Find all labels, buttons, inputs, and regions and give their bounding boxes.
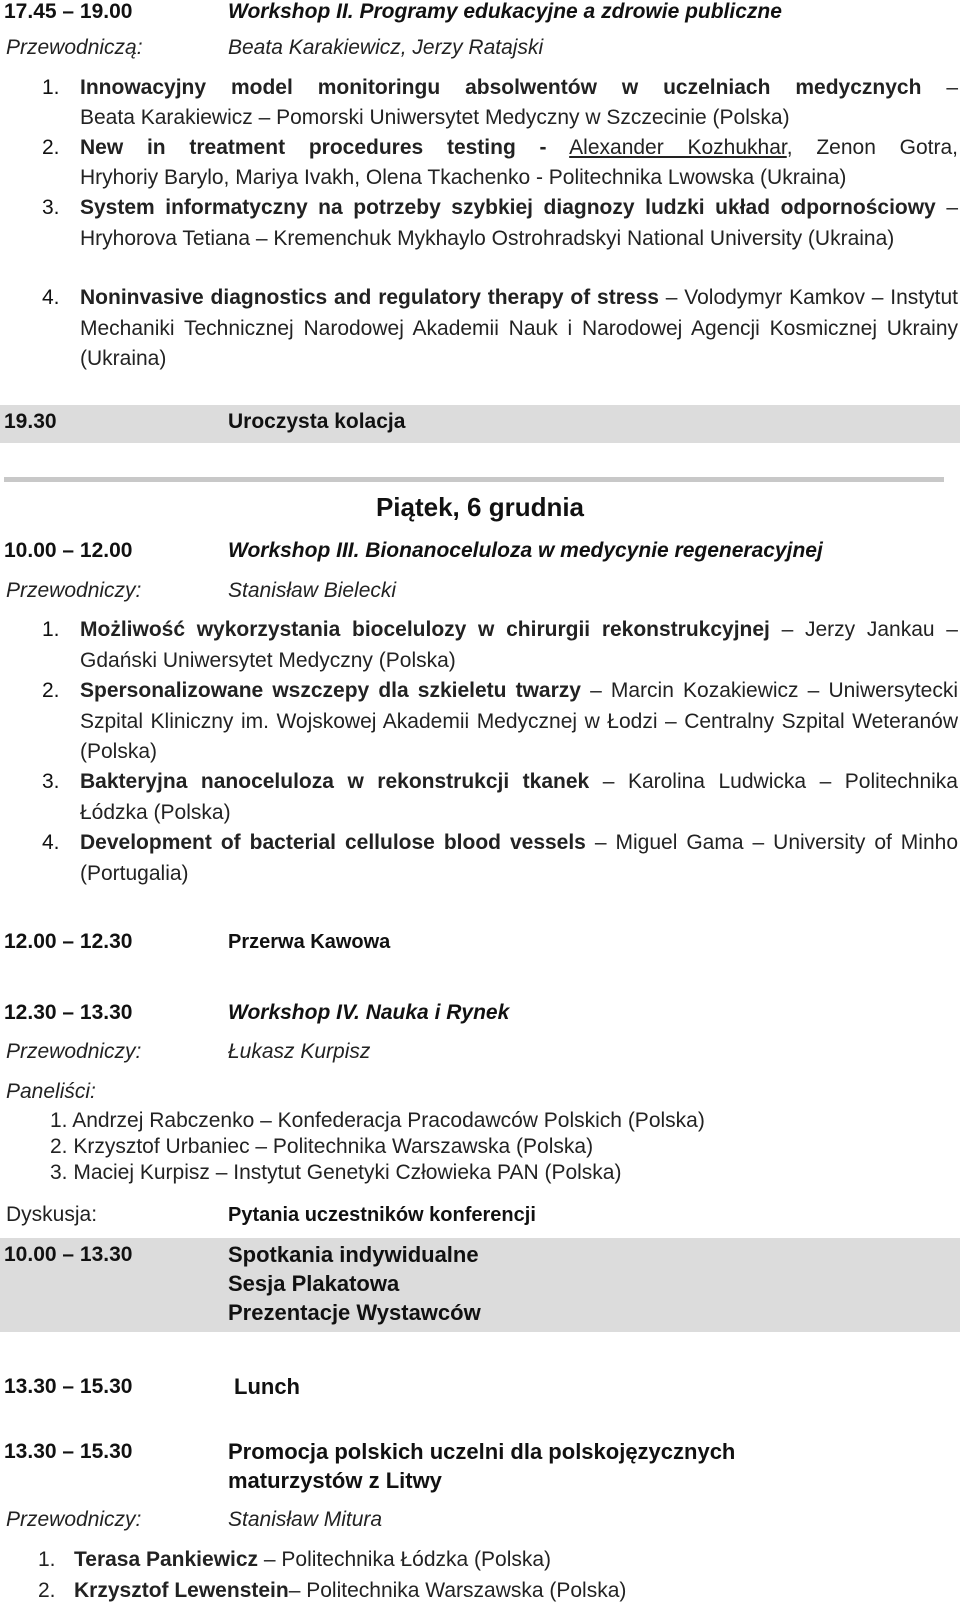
talk-item xyxy=(80,615,958,676)
panelist-item: 1. Andrzej Rabczenko – Konfederacja Pracodawców Polskich (Polska) xyxy=(50,1109,705,1132)
panel-label: Paneliści: xyxy=(6,1080,96,1103)
talk-authors: Beata Karakiewicz – Pomorski Uniwersytet Medyczny w Szczecinie (Polska) xyxy=(80,106,790,129)
item-number: 2. xyxy=(42,679,60,702)
talk-title: Noninvasive diagnostics and regulatory therapy of stress xyxy=(80,286,659,309)
item-number: 1. xyxy=(42,76,60,99)
talk-item xyxy=(80,767,958,828)
talk-item xyxy=(80,828,958,889)
talk-item xyxy=(74,1576,626,1606)
chair-names: Łukasz Kurpisz xyxy=(228,1040,371,1063)
chair-label: Przewodniczy: xyxy=(6,579,142,602)
chair-label: Przewodniczy: xyxy=(6,1040,142,1063)
item-number: 3. xyxy=(42,770,60,793)
talk-authors: , Zenon Gotra, xyxy=(786,136,958,159)
item-number: 2. xyxy=(38,1579,56,1602)
session-title: maturzystów z Litwy xyxy=(228,1468,442,1493)
session-time: 13.30 – 15.30 xyxy=(4,1440,133,1463)
talk-authors: – Miguel Gama – University of Minho (Portugalia) xyxy=(80,831,959,885)
talk-item xyxy=(80,676,958,768)
day-divider xyxy=(4,477,944,482)
item-number: 1. xyxy=(38,1548,56,1571)
talk-sep: – xyxy=(946,76,959,99)
talk-authors: – Jerzy Jankau – Gdański Uniwersytet Medyczny (Polska) xyxy=(80,618,958,672)
item-number: 3. xyxy=(42,196,60,219)
talk-item xyxy=(80,283,958,375)
talk-item xyxy=(80,73,958,104)
meetings-line: Prezentacje Wystawców xyxy=(228,1300,481,1325)
talk-title: Spersonalizowane wszczepy dla szkieletu twarzy xyxy=(80,679,581,702)
talk-title: Bakteryjna nanoceluloza w rekonstrukcji tkanek xyxy=(80,770,590,793)
speaker-affiliation: – Politechnika Łódzka (Polska) xyxy=(258,1548,552,1571)
talk-item xyxy=(80,133,958,164)
item-number: 4. xyxy=(42,286,60,309)
speaker-name: Krzysztof Lewenstein xyxy=(74,1579,289,1602)
talk-title: Możliwość wykorzystania biocelulozy w chirurgii rekonstrukcyjnej xyxy=(80,618,770,641)
discussion-text: Pytania uczestników konferencji xyxy=(228,1204,536,1226)
talk-title: System informatyczny na potrzeby szybkiej diagnozy ludzki układ odpornościowy xyxy=(80,196,936,219)
panelist-item: 2. Krzysztof Urbaniec – Politechnika Warszawska (Polska) xyxy=(50,1135,594,1158)
session-title: Przerwa Kawowa xyxy=(228,931,391,953)
session-title: Workshop II. Programy edukacyjne a zdrowie publiczne xyxy=(228,0,782,23)
talk-authors: – Marcin Kozakiewicz – Uniwersytecki Szpital Kliniczny im. Wojskowej Akademii Medycznej w Łodzi – Centralny Szpital Weteranów (Polska) xyxy=(80,679,958,763)
session-time: 12.30 – 13.30 xyxy=(4,1001,133,1024)
talk-authors: Hryhoriy Barylo, Mariya Ivakh, Olena Tkachenko - Politechnika Lwowska (Ukraina) xyxy=(80,166,847,189)
session-title: Workshop III. Bionanoceluloza w medycynie regeneracyjnej xyxy=(228,539,823,562)
talk-title: New in treatment procedures testing - xyxy=(80,136,547,159)
session-title: Workshop IV. Nauka i Rynek xyxy=(228,1001,510,1024)
meetings-line: Spotkania indywidualne xyxy=(228,1242,479,1267)
session-time: 17.45 – 19.00 xyxy=(4,0,133,23)
chair-names: Stanisław Bielecki xyxy=(228,579,397,602)
session-title: Uroczysta kolacja xyxy=(228,410,406,433)
session-time: 19.30 xyxy=(4,410,57,433)
chair-label: Przewodniczy: xyxy=(6,1508,142,1531)
item-number: 4. xyxy=(42,831,60,854)
talk-item xyxy=(80,193,958,254)
speaker-name: Terasa Pankiewicz xyxy=(74,1548,259,1571)
session-time: 10.00 – 12.00 xyxy=(4,539,133,562)
talk-item xyxy=(74,1545,551,1575)
session-title: Lunch xyxy=(234,1374,300,1399)
chair-names: Stanisław Mitura xyxy=(228,1508,383,1531)
session-time: 12.00 – 12.30 xyxy=(4,930,133,953)
talk-authors: – Hryhorova Tetiana – Kremenchuk Mykhaylo Ostrohradskyi National University (Ukraina) xyxy=(80,196,958,250)
chair-label: Przewodniczą: xyxy=(6,36,143,59)
session-time: 10.00 – 13.30 xyxy=(4,1243,133,1266)
talk-authors: – Karolina Ludwicka – Politechnika Łódzka (Polska) xyxy=(80,770,958,824)
panelist-item: 3. Maciej Kurpisz – Instytut Genetyki Człowieka PAN (Polska) xyxy=(50,1161,622,1184)
talk-title: Innowacyjny model monitoringu absolwentów w uczelniach medycznych xyxy=(80,76,922,99)
speaker-affiliation: – Politechnika Warszawska (Polska) xyxy=(288,1579,627,1602)
meetings-line: Sesja Plakatowa xyxy=(228,1271,400,1296)
session-title: Promocja polskich uczelni dla polskojęzycznych xyxy=(228,1439,736,1464)
discussion-label: Dyskusja: xyxy=(6,1203,98,1226)
day-heading: Piątek, 6 grudnia xyxy=(375,492,585,522)
talk-title: Development of bacterial cellulose blood vessels xyxy=(80,831,586,854)
session-time: 13.30 – 15.30 xyxy=(4,1375,133,1398)
talk-authors: – Volodymyr Kamkov – Instytut Mechaniki Technicznej Narodowej Akademii Nauk i Narodowej Agencji Kosmicznej Ukrainy (Ukraina) xyxy=(80,286,958,370)
item-number: 2. xyxy=(42,136,60,159)
dinner-highlight xyxy=(0,405,960,443)
item-number: 1. xyxy=(42,618,60,641)
author-link[interactable]: Alexander Kozhukhar xyxy=(569,136,787,159)
chair-names: Beata Karakiewicz, Jerzy Ratajski xyxy=(228,36,544,59)
